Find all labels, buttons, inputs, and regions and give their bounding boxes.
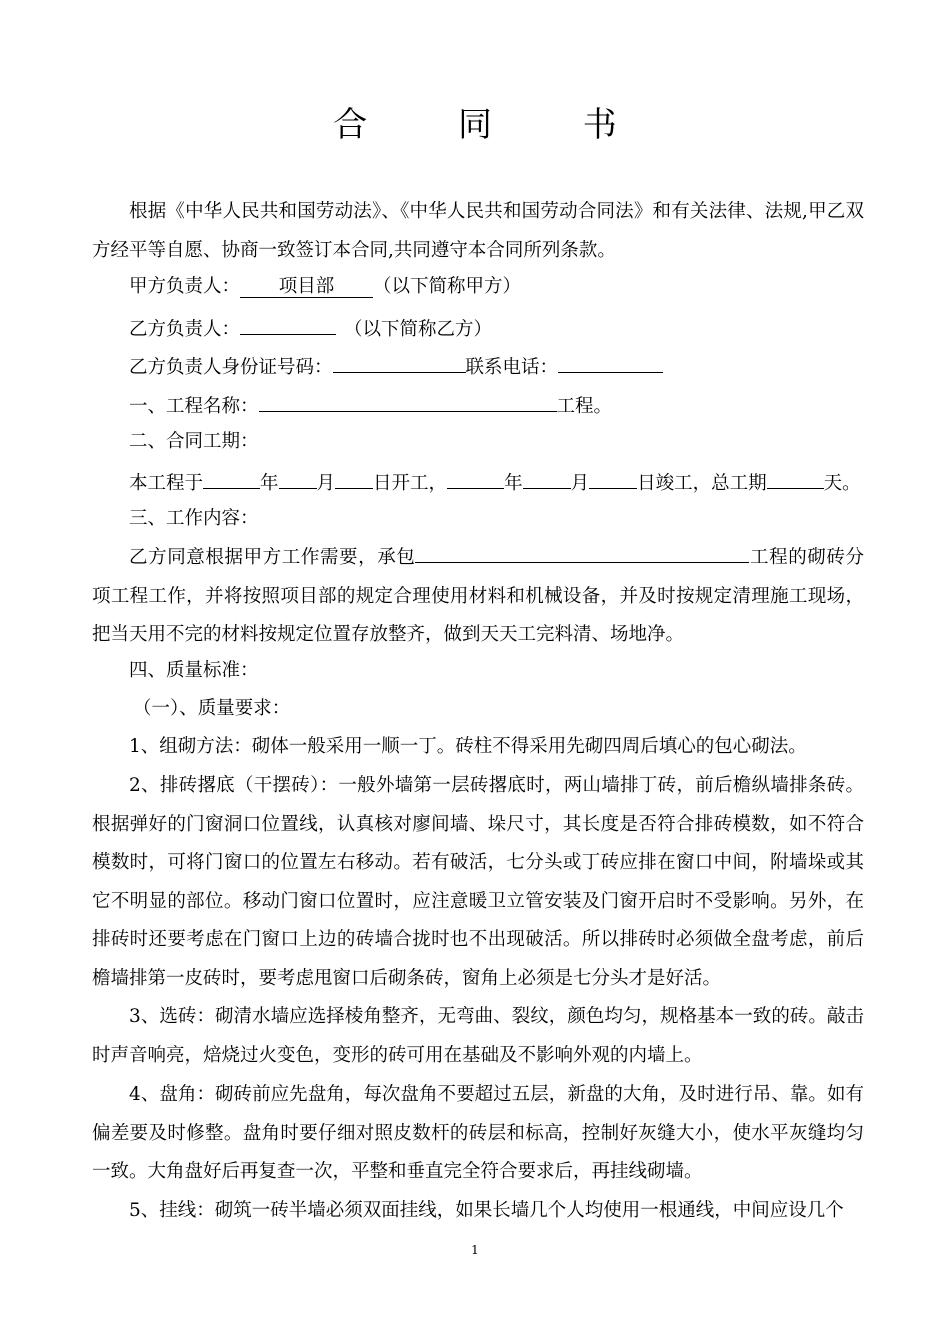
section-4-heading: 四、质量标准： <box>129 660 259 681</box>
project-name-suffix: 工程。 <box>556 396 613 417</box>
list-item: 2、排砖撂底（干摆砖）：一般外墙第一层砖撂底时，两山墙排丁砖，前后檐纵墙排条砖。根据弹好的门窗洞口位置线，认真核对廖间墙、垛尺寸，其长度是否符合排砖模数，如不符合模数时，可将门窗口的位置左右移动。若有破活，七分头或丁砖应排在窗口中间，附墙垛或其它不明显的部位。移动门窗口位置时，应注意暖卫立管安装及门窗开启时不受影响。另外，在排砖时还要考虑在门窗口上边的砖墙合拢时也不出现破活。所以排砖时必须做全盘考虑，前后檐墙排第一皮砖时，要考虑甩窗口后砌条砖，窗角上必须是七分头才是好活。 <box>92 775 864 989</box>
total-days-field[interactable] <box>767 468 824 489</box>
party-b-line <box>129 314 492 342</box>
end-label: 日竣工，总工期 <box>637 473 767 494</box>
work-prefix: 乙方同意根据甲方工作需要，承包 <box>129 547 416 568</box>
project-name-line <box>129 391 612 419</box>
work-project-field[interactable] <box>415 542 749 563</box>
party-a-label: 甲方负责人： <box>129 276 241 297</box>
party-b-label: 乙方负责人： <box>129 319 241 340</box>
end-year-field[interactable] <box>447 468 504 489</box>
id-label: 乙方负责人身份证号码： <box>129 357 333 378</box>
project-name-field[interactable] <box>259 391 557 412</box>
party-b-field[interactable] <box>240 314 336 335</box>
list-item: 3、选砖：砌清水墙应选择棱角整齐，无弯曲、裂纹，颜色均匀，规格基本一致的砖。敲击时声音响亮，焙烧过火变色，变形的砖可用在基础及不影响外观的内墙上。 <box>92 1006 864 1066</box>
project-name-label: 一、工程名称： <box>129 396 259 417</box>
page-title: 合 同 书 <box>333 105 657 145</box>
year-label: 年 <box>260 473 279 494</box>
phone-field[interactable] <box>558 352 663 373</box>
start-label: 日开工， <box>373 473 448 494</box>
period-prefix: 本工程于 <box>129 473 204 494</box>
period-line <box>129 468 861 496</box>
page-number: 1 <box>471 1243 479 1257</box>
end-day-field[interactable] <box>589 468 637 489</box>
list-item: 4、盘角：砌砖前应先盘角，每次盘角不要超过五层，新盘的大角，及时进行吊、靠。如有偏差要及时修整。盘角时要仔细对照皮数杆的砖层和标高，控制好灰缝大小，使水平灰缝均匀一致。大角盘好后再复查一次，平整和垂直完全符合要求后，再挂线砌墙。 <box>92 1084 864 1183</box>
phone-label: 联系电话： <box>465 357 559 378</box>
quality-subheading: （一）、质量要求： <box>133 698 291 719</box>
section-2-heading: 二、合同工期： <box>129 431 259 452</box>
start-year-field[interactable] <box>203 468 260 489</box>
year-label-2: 年 <box>504 473 523 494</box>
days-label: 天。 <box>823 473 861 494</box>
work-content-paragraph <box>92 539 864 655</box>
list-item: 5、挂线：砌筑一砖半墙必须双面挂线，如果长墙几个人均使用一根通线，中间应设几个 <box>129 1200 844 1221</box>
section-3-heading: 三、工作内容： <box>129 508 259 529</box>
party-a-suffix: （以下简称甲方） <box>373 276 522 297</box>
party-a-line <box>129 275 521 299</box>
list-item: 1、组砌方法：砌体一般采用一顺一丁。砖柱不得采用先砌四周后填心的包心砌法。 <box>129 736 807 757</box>
party-b-suffix: （以下简称乙方） <box>344 319 493 340</box>
intro-paragraph: 根据《中华人民共和国劳动法》、《中华人民共和国劳动合同法》和有关法律、法规,甲乙双方经平等自愿、协商一致签订本合同,共同遵守本合同所列条款。 <box>92 201 864 261</box>
party-a-field[interactable]: 项目部 <box>240 277 373 298</box>
id-line <box>129 352 663 380</box>
work-text: 工程的砌砖分项工程工作，并将按照项目部的规定合理使用材料和机械设备，并及时按规定清理施工现场，把当天用不完的材料按规定位置存放整齐，做到天天工完料清、场地净。 <box>92 547 864 646</box>
start-day-field[interactable] <box>335 468 373 489</box>
id-number-field[interactable] <box>333 352 466 373</box>
start-month-field[interactable] <box>279 468 317 489</box>
month-label: 月 <box>316 473 336 494</box>
month-label-2: 月 <box>570 473 590 494</box>
end-month-field[interactable] <box>523 468 571 489</box>
